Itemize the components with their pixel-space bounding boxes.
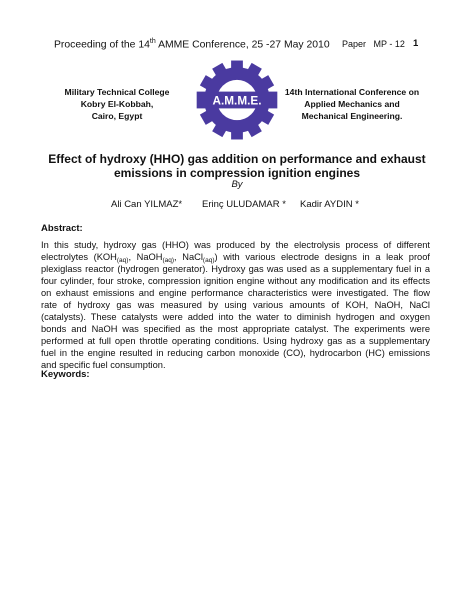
title-line-1: Effect of hydroxy (HHO) gas addition on performance and exhaust [48, 152, 426, 166]
abstract-line: performed at full open throttle operating conditions. Using hydroxy gas as a supplementary [41, 335, 430, 346]
abstract-text: , NaOH [128, 251, 163, 262]
proceeding-text: Proceeding of the 14 [54, 39, 150, 51]
left-institution [53, 86, 181, 122]
subscript-aq: (aq) [116, 256, 129, 264]
keywords-heading: Keywords: [41, 369, 90, 380]
abstract-body [41, 240, 430, 371]
right-institution-line: Mechanical Engineering. [301, 111, 403, 121]
abstract-line: bonds and NaOH was specified as the most appropriate catalyst. The experiments were [41, 323, 430, 334]
abstract-line: In this study, hydroxy gas (HHO) was produced by the electrolysis process of different [41, 240, 430, 250]
left-institution-line: Kobry El-Kobbah, [80, 99, 154, 109]
proceeding-text-suffix: AMME Conference, 25 -27 May 2010 [155, 39, 330, 51]
by-label: By [231, 179, 243, 190]
amme-gear-logo-icon [195, 58, 279, 142]
logo-text: A.M.M.E. [212, 94, 262, 108]
abstract-line: (catalysts). These catalysts were added into the water to diminish hydrogen and oxygen [41, 311, 430, 322]
abstract-line: fuel in the engine resulted in reducing carbon monoxide (CO), hydrocarbon (HC) emissions [41, 347, 430, 358]
left-institution-line: Cairo, Egypt [91, 111, 143, 121]
proceeding-header [54, 38, 330, 50]
left-institution-line: Military Technical College [64, 87, 170, 97]
abstract-heading: Abstract: [41, 223, 83, 234]
subscript-aq: (aq) [202, 256, 215, 264]
abstract-text: electrolytes (KOH [41, 251, 117, 262]
abstract-line: four cylinder, four stroke, compression ignition engine without any modification and its effects [41, 275, 430, 286]
paper-id: Paper MP - 12 [342, 39, 405, 49]
paper-title [40, 152, 434, 180]
title-line-2: emissions in compression ignition engines [113, 166, 361, 180]
right-institution-line: 14th International Conference on [284, 87, 420, 97]
abstract-text: ) with various electrode designs in a leak proof [214, 251, 430, 262]
author-3: Kadir AYDIN * [300, 199, 359, 210]
subscript-aq: (aq) [162, 256, 175, 264]
abstract-line: on exhaust emissions and engine performance characteristics were investigated. The flow [41, 287, 430, 298]
right-institution-line: Applied Mechanics and [304, 99, 400, 109]
page-number: 1 [413, 38, 419, 49]
abstract-line [41, 252, 430, 264]
abstract-line: plexiglass reactor (hydrogen generator). Hydroxy gas was used as a supplementary fuel in a [41, 263, 430, 274]
abstract-text: , NaCl [174, 251, 203, 262]
right-institution [282, 86, 422, 122]
proceeding-superscript: th [149, 38, 156, 45]
abstract-line: and specific fuel consumption. [41, 359, 166, 370]
abstract-line: rate of hydroxy gas was measured by using various amounts of KOH, NaOH, NaCl [41, 299, 430, 310]
author-2: Erinç ULUDAMAR * [202, 199, 286, 210]
author-1: Ali Can YILMAZ* [111, 199, 183, 210]
